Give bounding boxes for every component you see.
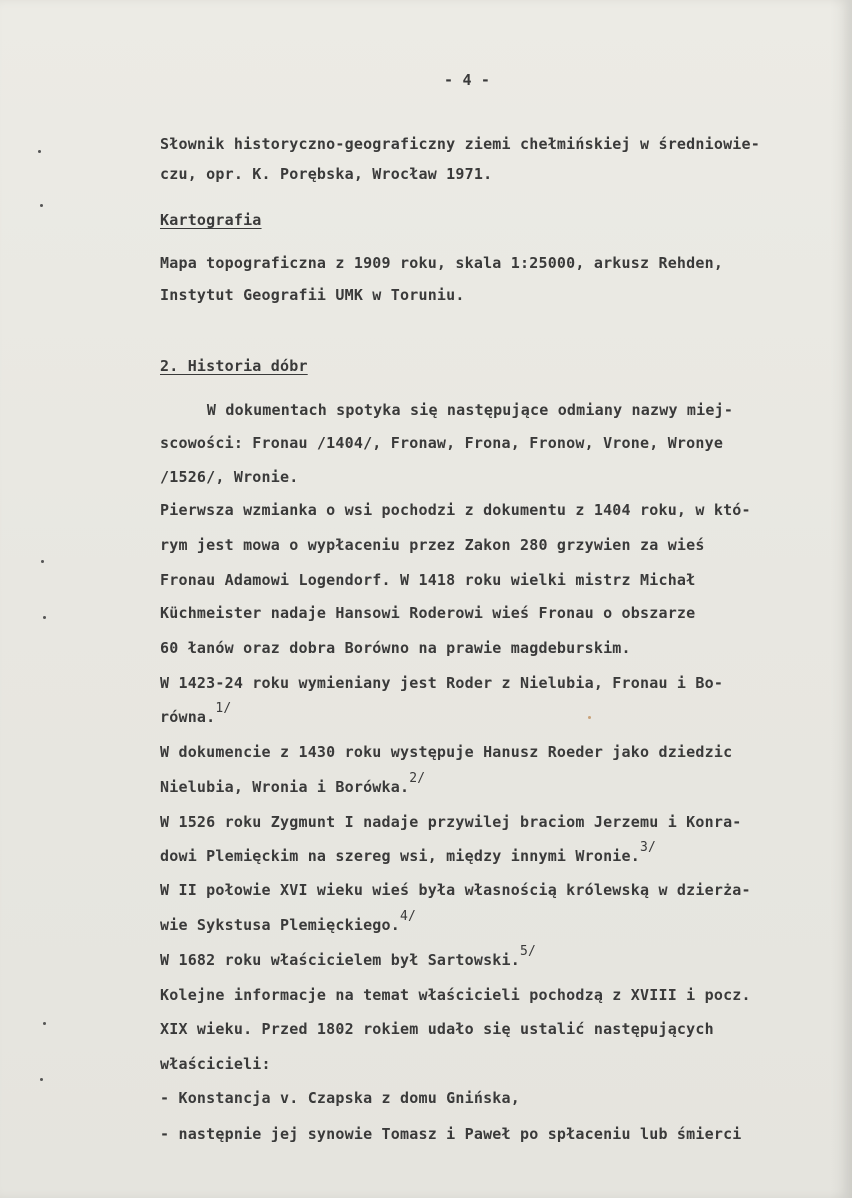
- text-line-12: 60 łanów oraz dobra Borówno na prawie magdeburskim.: [160, 639, 631, 657]
- section-heading-kartografia: Kartografia: [160, 211, 262, 229]
- text-line-15: W dokumencie z 1430 roku występuje Hanusz Roeder jako dziedzic: [160, 743, 733, 761]
- text-line-20-body: wie Sykstusa Plemięckiego.: [160, 916, 400, 934]
- margin-mark: [41, 560, 44, 563]
- text-line-9: rym jest mowa o wypłaceniu przez Zakon 280 grzywien za wieś: [160, 536, 705, 554]
- text-line-11: Küchmeister nadaje Hansowi Roderowi wieś Fronau o obszarze: [160, 604, 696, 622]
- section-heading-historia: 2. Historia dóbr: [160, 357, 308, 375]
- margin-mark: [43, 1022, 46, 1025]
- page-edge-shadow: [830, 0, 852, 1198]
- text-line-23: XIX wieku. Przed 1802 rokiem udało się ustalić następujących: [160, 1020, 714, 1038]
- text-line-19: W II połowie XVI wieku wieś była własnością królewską w dzierża-: [160, 881, 751, 899]
- text-line-4: Instytut Geografii UMK w Toruniu.: [160, 286, 465, 304]
- text-line-24: właścicieli:: [160, 1055, 271, 1073]
- margin-mark: [40, 1078, 43, 1081]
- margin-mark: [38, 150, 41, 153]
- text-line-16-body: Nielubia, Wronia i Borówka.: [160, 778, 410, 796]
- text-line-25: - Konstancja v. Czapska z domu Gnińska,: [160, 1089, 520, 1107]
- text-line-6: scowości: Fronau /1404/, Fronaw, Frona, Fronow, Vrone, Wronye: [160, 434, 724, 452]
- text-line-16: [160, 771, 426, 799]
- paper-speck: [588, 716, 591, 719]
- footnote-ref-3: 3/: [640, 840, 657, 855]
- margin-mark: [40, 204, 43, 207]
- text-line-8: Pierwsza wzmianka o wsi pochodzi z dokumentu z 1404 roku, w któ-: [160, 501, 751, 519]
- text-line-18: [160, 840, 657, 868]
- footnote-ref-1: 1/: [215, 701, 232, 716]
- margin-mark: [43, 616, 46, 619]
- footnote-ref-2: 2/: [409, 771, 426, 786]
- text-line-2: czu, opr. K. Porębska, Wrocław 1971.: [160, 165, 493, 183]
- text-line-21: [160, 944, 537, 972]
- text-line-5: W dokumentach spotyka się następujące odmiany nazwy miej-: [170, 401, 734, 419]
- text-line-3: Mapa topograficzna z 1909 roku, skala 1:25000, arkusz Rehden,: [160, 254, 724, 272]
- text-line-10: Fronau Adamowi Logendorf. W 1418 roku wielki mistrz Michał: [160, 571, 696, 589]
- text-line-20: [160, 909, 417, 937]
- text-line-22: Kolejne informacje na temat właścicieli pochodzą z XVIII i pocz.: [160, 986, 751, 1004]
- text-line-26: - następnie jej synowie Tomasz i Paweł po spłaceniu lub śmierci: [160, 1125, 742, 1143]
- text-line-1: Słownik historyczno-geograficzny ziemi chełmińskiej w średniowie-: [160, 135, 760, 153]
- footnote-ref-5: 5/: [520, 944, 537, 959]
- text-line-17: W 1526 roku Zygmunt I nadaje przywilej braciom Jerzemu i Konra-: [160, 813, 742, 831]
- text-line-14-body: równa.: [160, 708, 216, 726]
- text-line-18-body: dowi Plemięckim na szereg wsi, między innymi Wronie.: [160, 847, 640, 865]
- text-line-21-body: W 1682 roku właścicielem był Sartowski.: [160, 951, 520, 969]
- footnote-ref-4: 4/: [400, 909, 417, 924]
- page-number: - 4 -: [444, 71, 491, 89]
- text-line-14: [160, 701, 232, 729]
- text-line-7: /1526/, Wronie.: [160, 468, 299, 486]
- text-line-13: W 1423-24 roku wymieniany jest Roder z Nielubia, Fronau i Bo-: [160, 674, 724, 692]
